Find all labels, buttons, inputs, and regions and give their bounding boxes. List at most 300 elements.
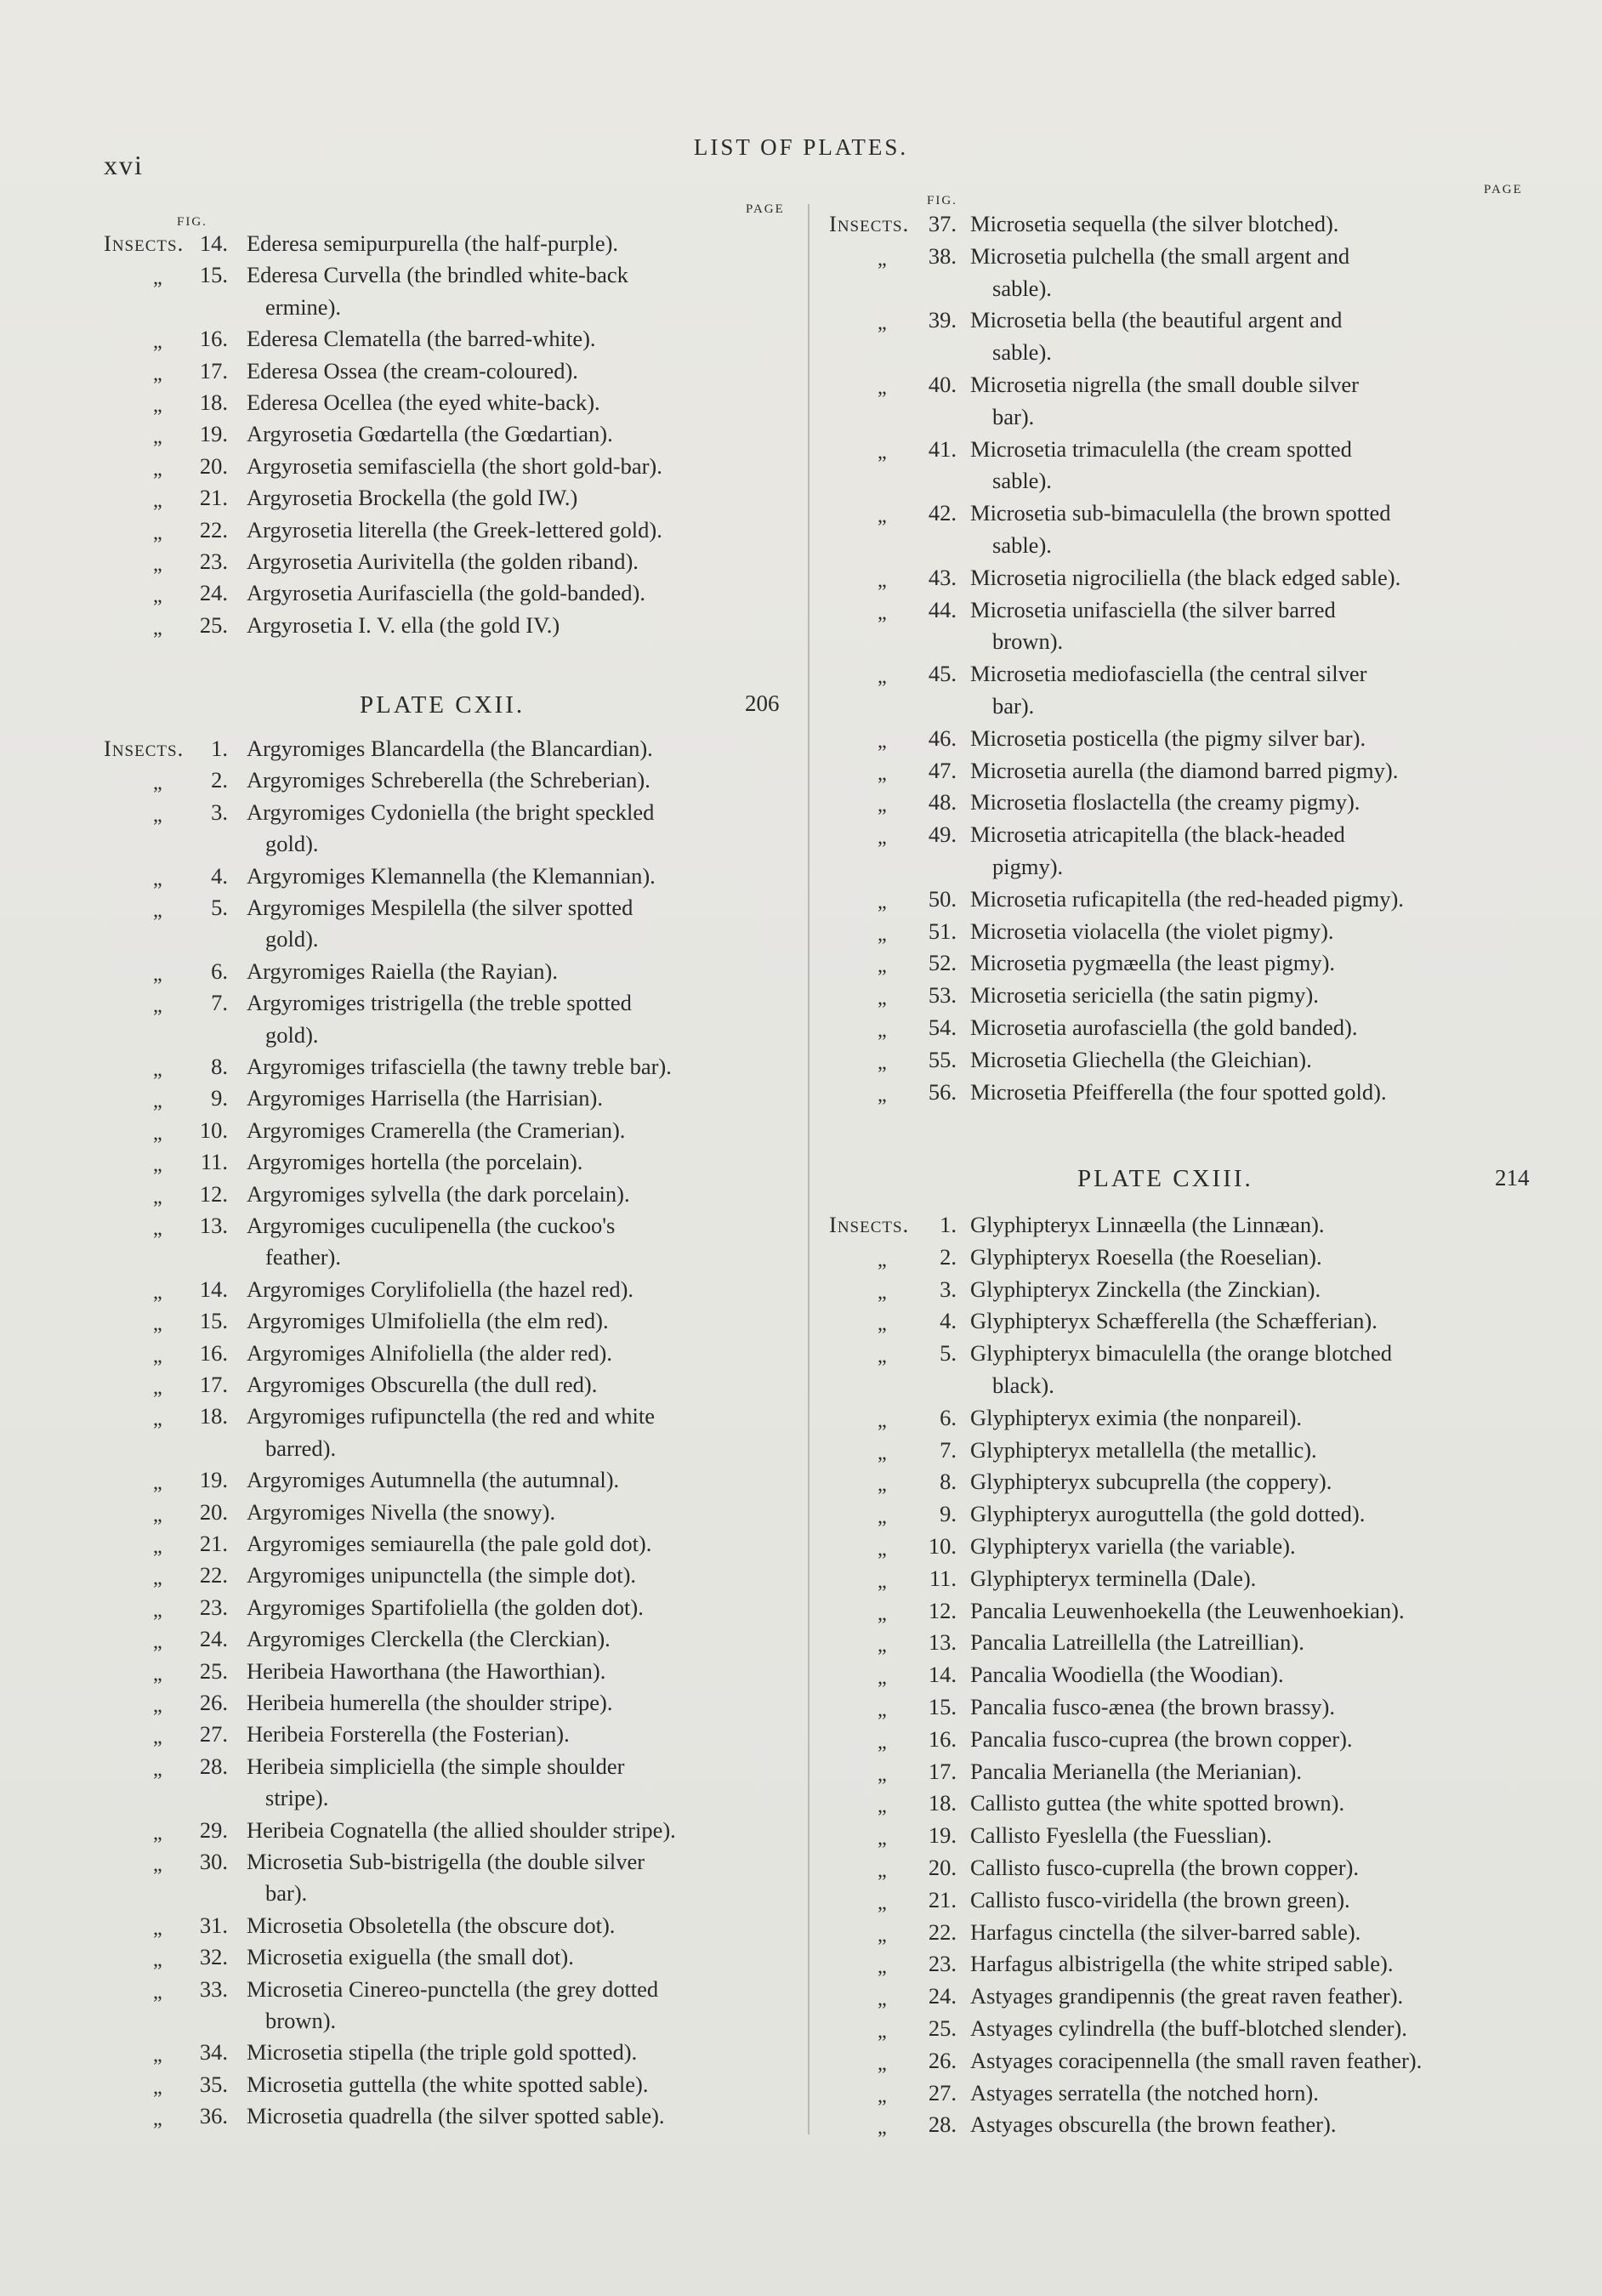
figure-number: 47. <box>928 757 957 783</box>
entry-continuation: feather). <box>265 1244 341 1270</box>
ditto-mark: „ <box>878 247 887 270</box>
ditto-mark: „ <box>153 1695 162 1717</box>
ditto-mark: „ <box>153 804 162 827</box>
ditto-mark: „ <box>878 1602 887 1625</box>
figure-number: 18. <box>928 1790 957 1816</box>
ditto-mark: „ <box>878 2084 887 2107</box>
entry-text: Callisto fusco-cuprella (the brown copper). <box>970 1855 1359 1880</box>
figure-number: 24. <box>199 580 228 606</box>
entry-text: Argyromiges Nivella (the snowy). <box>247 1498 556 1525</box>
ditto-mark: „ <box>878 1634 887 1657</box>
ditto-mark: „ <box>153 395 162 417</box>
figure-number: 35. <box>199 2071 228 2097</box>
ditto-mark: „ <box>878 377 887 399</box>
figure-number: 5. <box>940 1340 957 1367</box>
ditto-mark: „ <box>153 1821 162 1844</box>
figure-number: 7. <box>211 990 228 1016</box>
figure-number: 9. <box>211 1085 228 1111</box>
entry-text: Glyphipteryx Linnæella (the Linnæan). <box>970 1212 1325 1237</box>
entry-text: Ederesa Clematella (the barred-white). <box>247 326 596 352</box>
entry-text: Microsetia nigrella (the small double silver <box>970 372 1359 397</box>
entry-continuation: barred). <box>265 1435 337 1461</box>
ditto-mark: „ <box>878 1409 887 1432</box>
entry-text: Argyrosetia literella (the Greek-lettered gold). <box>247 516 662 543</box>
entry-text: Microsetia violacella (the violet pigmy). <box>970 918 1334 944</box>
ditto-mark: „ <box>153 1122 162 1145</box>
figure-number: 53. <box>928 982 957 1009</box>
entry-text: Glyphipteryx Zinckella (the Zinckian). <box>970 1276 1321 1302</box>
entry-text: Microsetia nigrociliella (the black edged sable). <box>970 564 1401 590</box>
ditto-mark: „ <box>153 267 162 290</box>
ditto-mark: „ <box>878 2117 887 2140</box>
figure-number: 9. <box>940 1501 957 1527</box>
entry-text: Argyrosetia Aurifasciella (the gold-banded). <box>247 580 645 606</box>
figure-number: 23. <box>928 1951 957 1977</box>
page-number: xvi <box>104 150 144 180</box>
figure-number: 22. <box>199 1562 228 1588</box>
ditto-mark: „ <box>153 1599 162 1622</box>
entry-text: Astyages coracipennella (the small raven feather). <box>970 2047 1423 2073</box>
entry-text: Microsetia Gliechella (the Gleichian). <box>970 1046 1312 1072</box>
figure-number: 37. <box>928 211 957 236</box>
ditto-mark: „ <box>153 426 162 449</box>
entry-text: Argyromiges Clerckella (the Clerckian). <box>247 1626 611 1652</box>
plate-page-number: 214 <box>1495 1165 1530 1191</box>
ditto-mark: „ <box>153 521 162 544</box>
ditto-mark: „ <box>878 1891 887 1914</box>
entry-text: Argyromiges Mespilella (the silver spotted <box>247 895 633 920</box>
entry-text: Callisto guttea (the white spotted brown). <box>970 1790 1345 1816</box>
entry-text: Pancalia Leuwenhoekella (the Leuwenhoekian). <box>970 1597 1405 1623</box>
entry-text: Argyromiges Harrisella (the Harrisian). <box>247 1085 603 1111</box>
entry-text: Argyromiges Cydoniella (the bright speckled <box>247 798 655 825</box>
figure-number: 24. <box>199 1626 228 1652</box>
ditto-mark: „ <box>153 1218 162 1240</box>
figure-number: 23. <box>199 548 228 574</box>
ditto-mark: „ <box>153 554 162 576</box>
ditto-mark: „ <box>878 666 887 689</box>
entry-text: Heribeia humerella (the shoulder stripe). <box>247 1690 613 1715</box>
ditto-mark: „ <box>153 1377 162 1399</box>
figure-number: 43. <box>928 564 957 590</box>
figure-number: 51. <box>928 918 957 944</box>
ditto-mark: „ <box>878 569 887 592</box>
figure-number: 16. <box>199 326 228 352</box>
entry-continuation: gold). <box>265 1021 319 1048</box>
figure-number: 18. <box>199 389 228 415</box>
figure-number: 13. <box>928 1629 957 1656</box>
ditto-mark: „ <box>153 1185 162 1208</box>
entry-text: Microsetia Sub-bistrigella (the double silver <box>247 1849 645 1874</box>
figure-number: 1. <box>940 1212 957 1237</box>
ditto-mark: „ <box>878 1020 887 1042</box>
entry-text: Heribeia Haworthana (the Haworthian). <box>247 1657 606 1684</box>
figure-number: 31. <box>199 1912 228 1938</box>
figure-number: 30. <box>199 1849 228 1874</box>
entry-continuation: gold). <box>265 831 319 857</box>
ditto-mark: „ <box>878 312 887 335</box>
ditto-mark: „ <box>878 987 887 1010</box>
entry-text: Microsetia Pfeifferella (the four spotted gold). <box>970 1078 1387 1105</box>
figure-number: 41. <box>928 435 957 462</box>
figure-number: 10. <box>928 1533 957 1559</box>
ditto-mark: „ <box>878 1956 887 1979</box>
entry-text: Ederesa semipurpurella (the half-purple). <box>247 230 619 256</box>
entry-text: Argyromiges unipunctella (the simple dot). <box>247 1562 637 1588</box>
figure-number: 6. <box>940 1404 957 1430</box>
entry-text: Glyphipteryx Schæfferella (the Schæfferian). <box>970 1308 1378 1334</box>
entry-text: Argyromiges sylvella (the dark porcelain). <box>247 1180 630 1207</box>
figure-number: 14. <box>928 1662 957 1688</box>
entry-text: Pancalia Latreillella (the Latreillian). <box>970 1629 1304 1656</box>
figure-number: 40. <box>928 372 957 397</box>
figure-number: 36. <box>199 2103 228 2129</box>
figure-number: 28. <box>928 2111 957 2138</box>
entry-text: Argyromiges semiaurella (the pale gold dot). <box>247 1531 652 1556</box>
figure-number: 50. <box>928 885 957 912</box>
entry-text: Microsetia atricapitella (the black-headed <box>970 821 1345 848</box>
plate-page-number: 206 <box>745 691 780 716</box>
ditto-mark: „ <box>878 1051 887 1074</box>
ditto-mark: „ <box>153 1344 162 1367</box>
figure-number: 20. <box>199 1498 228 1525</box>
column-divider <box>808 204 810 2134</box>
ditto-mark: „ <box>878 794 887 817</box>
entry-text: Glyphipteryx variella (the variable). <box>970 1533 1296 1559</box>
figure-number: 52. <box>928 950 957 976</box>
entry-text: Ederesa Curvella (the brindled white-back <box>247 262 628 288</box>
entry-text: Microsetia Cinereo-punctella (the grey dotted <box>247 1975 659 2002</box>
figure-number: 23. <box>199 1594 228 1620</box>
entry-text: Callisto Fyeslella (the Fuesslian). <box>970 1822 1272 1849</box>
ditto-mark: „ <box>153 1154 162 1177</box>
figure-number: 21. <box>199 1531 228 1556</box>
ditto-mark: „ <box>153 867 162 890</box>
entry-text: Argyrosetia Gœdartella (the Gœdartian). <box>247 421 613 447</box>
ditto-mark: „ <box>878 1570 887 1593</box>
figure-number: 27. <box>199 1721 228 1748</box>
ditto-mark: „ <box>878 2052 887 2075</box>
figure-number: 42. <box>928 500 957 526</box>
ditto-mark: „ <box>153 1408 162 1431</box>
figure-number: 12. <box>928 1597 957 1623</box>
figure-number: 48. <box>928 789 957 816</box>
entry-text: Microsetia aurofasciella (the gold banded). <box>970 1014 1358 1040</box>
figure-number: 12. <box>199 1180 228 1207</box>
ditto-mark: „ <box>153 1059 162 1081</box>
ditto-mark: „ <box>153 1726 162 1749</box>
entry-continuation: stripe). <box>265 1785 329 1811</box>
ditto-mark: „ <box>153 1662 162 1685</box>
entry-text: Glyphipteryx auroguttella (the gold dotted). <box>970 1501 1366 1527</box>
entry-text: Microsetia sub-bimaculella (the brown spotted <box>970 500 1391 526</box>
entry-continuation: sable). <box>992 468 1052 494</box>
entry-text: Glyphipteryx terminella (Dale). <box>970 1565 1257 1591</box>
entry-text: Heribeia Forsterella (the Fosterian). <box>247 1721 570 1748</box>
entry-continuation: black). <box>992 1372 1054 1398</box>
entry-text: Microsetia floslactella (the creamy pigmy). <box>970 789 1361 816</box>
figure-number: 1. <box>211 736 228 761</box>
entry-text: Argyromiges Corylifoliella (the hazel red). <box>247 1276 634 1302</box>
entry-text: Microsetia unifasciella (the silver barred <box>970 596 1336 622</box>
page-label: PAGE <box>746 202 785 216</box>
ditto-mark: „ <box>153 1090 162 1113</box>
entry-text: Microsetia pygmæella (the least pigmy). <box>970 950 1336 976</box>
figure-number: 39. <box>928 307 957 333</box>
ditto-mark: „ <box>878 1083 887 1106</box>
entry-text: Astyages serratella (the notched horn). <box>970 2079 1319 2106</box>
ditto-mark: „ <box>878 2020 887 2043</box>
figure-number: 7. <box>940 1436 957 1463</box>
figure-number: 3. <box>211 798 228 825</box>
entry-text: Argyromiges cuculipenella (the cuckoo's <box>247 1213 616 1238</box>
ditto-mark: „ <box>153 1503 162 1526</box>
ditto-mark: „ <box>153 1313 162 1336</box>
entry-continuation: pigmy). <box>992 853 1064 879</box>
entry-text: Argyromiges tristrigella (the treble spotted <box>247 990 632 1016</box>
ditto-mark: „ <box>878 1988 887 2011</box>
ditto-mark: „ <box>878 1924 887 1946</box>
figure-number: 29. <box>199 1816 228 1843</box>
entry-text: Glyphipteryx eximia (the nonpareil). <box>970 1404 1303 1430</box>
entry-text: Microsetia posticella (the pigmy silver bar). <box>970 725 1366 751</box>
figure-number: 38. <box>928 242 957 269</box>
ditto-mark: „ <box>153 772 162 795</box>
entry-text: Glyphipteryx bimaculella (the orange blotched <box>970 1340 1392 1367</box>
ditto-mark: „ <box>878 1827 887 1850</box>
entry-text: Microsetia guttella (the white spotted sable). <box>247 2071 649 2097</box>
ditto-mark: „ <box>153 1567 162 1590</box>
figure-number: 20. <box>199 452 228 479</box>
entry-text: Argyromiges Alnifoliella (the alder red). <box>247 1339 613 1366</box>
figure-number: 4. <box>940 1308 957 1334</box>
ditto-mark: „ <box>153 2044 162 2067</box>
ditto-mark: „ <box>878 1667 887 1690</box>
ditto-mark: „ <box>153 1631 162 1654</box>
figure-number: 2. <box>940 1243 957 1270</box>
ditto-mark: „ <box>878 601 887 624</box>
ditto-mark: „ <box>878 890 887 913</box>
figure-number: 49. <box>928 821 957 848</box>
ditto-mark: „ <box>153 2076 162 2099</box>
entry-continuation: bar). <box>992 692 1035 719</box>
entry-text: Argyromiges hortella (the porcelain). <box>247 1149 583 1175</box>
entry-text: Argyromiges Klemannella (the Klemannian). <box>247 862 656 889</box>
entry-text: Argyromiges Spartifoliella (the golden dot). <box>247 1594 644 1620</box>
figure-number: 15. <box>928 1694 957 1719</box>
figure-number: 17. <box>928 1758 957 1784</box>
figure-number: 54. <box>928 1014 957 1040</box>
entry-text: Heribeia Cognatella (the allied shoulder stripe). <box>247 1816 676 1843</box>
ditto-mark: „ <box>878 505 887 528</box>
figure-number: 22. <box>199 516 228 543</box>
ditto-mark: „ <box>153 2108 162 2131</box>
entry-text: Pancalia Woodiella (the Woodian). <box>970 1662 1284 1688</box>
figure-number: 17. <box>199 357 228 384</box>
entry-text: Ederesa Ossea (the cream-coloured). <box>247 357 578 384</box>
entry-continuation: bar). <box>265 1880 308 1907</box>
entry-text: Argyromiges Obscurella (the dull red). <box>247 1372 598 1397</box>
entry-text: Glyphipteryx metallella (the metallic). <box>970 1436 1317 1463</box>
entry-text: Argyromiges Autumnella (the autumnal). <box>247 1467 620 1493</box>
figure-number: 17. <box>199 1372 228 1397</box>
figure-number: 24. <box>928 1983 957 2009</box>
figure-number: 33. <box>199 1975 228 2002</box>
figure-number: 16. <box>928 1725 957 1752</box>
ditto-mark: „ <box>878 1860 887 1882</box>
ditto-mark: „ <box>153 1917 162 1940</box>
ditto-mark: „ <box>153 1536 162 1558</box>
figure-number: 44. <box>928 596 957 622</box>
entry-continuation: sable). <box>992 531 1052 558</box>
section-label: Insects. <box>104 736 185 761</box>
ditto-mark: „ <box>878 1795 887 1818</box>
ditto-mark: „ <box>153 900 162 922</box>
ditto-mark: „ <box>878 1474 887 1497</box>
ditto-mark: „ <box>878 1248 887 1271</box>
figure-number: 32. <box>199 1944 228 1970</box>
figure-number: 14. <box>199 230 228 256</box>
entry-text: Ederesa Ocellea (the eyed white-back). <box>247 389 600 415</box>
running-title: LIST OF PLATES. <box>693 134 909 160</box>
figure-number: 26. <box>928 2047 957 2073</box>
ditto-mark: „ <box>878 762 887 785</box>
figure-number: 55. <box>928 1046 957 1072</box>
figure-number: 6. <box>211 958 228 984</box>
entry-text: Microsetia ruficapitella (the red-headed pigmy). <box>970 885 1404 912</box>
entry-text: Microsetia aurella (the diamond barred pigmy). <box>970 757 1399 783</box>
ditto-mark: „ <box>153 1981 162 2003</box>
ditto-mark: „ <box>153 1281 162 1304</box>
ditto-mark: „ <box>878 1281 887 1304</box>
ditto-mark: „ <box>878 923 887 946</box>
entry-text: Astyages obscurella (the brown feather). <box>970 2111 1337 2138</box>
ditto-mark: „ <box>153 457 162 480</box>
figure-number: 25. <box>199 1657 228 1684</box>
ditto-mark: „ <box>153 331 162 354</box>
figure-number: 15. <box>199 1308 228 1334</box>
entry-text: Argyromiges Schreberella (the Schreberian). <box>247 767 650 793</box>
figure-number: 28. <box>199 1753 228 1779</box>
ditto-mark: „ <box>153 1949 162 1972</box>
figure-number: 56. <box>928 1078 957 1105</box>
ditto-mark: „ <box>153 490 162 513</box>
entry-text: Microsetia mediofasciella (the central silver <box>970 661 1367 687</box>
entry-text: Microsetia pulchella (the small argent and <box>970 242 1350 269</box>
ditto-mark: „ <box>878 1441 887 1464</box>
entry-text: Glyphipteryx Roesella (the Roeselian). <box>970 1243 1322 1270</box>
figure-number: 11. <box>200 1149 228 1175</box>
figure-number: 14. <box>199 1276 228 1302</box>
ditto-mark: „ <box>878 440 887 463</box>
ditto-mark: „ <box>153 617 162 639</box>
entry-text: Argyromiges trifasciella (the tawny treble bar). <box>247 1054 672 1079</box>
ditto-mark: „ <box>878 1538 887 1560</box>
entry-text: Microsetia Obsoletella (the obscure dot). <box>247 1912 616 1938</box>
entry-continuation: sable). <box>992 339 1052 366</box>
entry-text: Microsetia trimaculella (the cream spotted <box>970 435 1352 462</box>
entry-text: Microsetia quadrella (the silver spotted sable). <box>247 2103 665 2129</box>
figure-number: 45. <box>928 661 957 687</box>
plate-title: PLATE CXII. <box>360 691 525 719</box>
figure-number: 16. <box>199 1339 228 1366</box>
plate-title: PLATE CXIII. <box>1077 1165 1253 1192</box>
figure-number: 25. <box>928 2015 957 2041</box>
figure-number: 19. <box>199 421 228 447</box>
page-label: PAGE <box>1484 183 1523 196</box>
figure-number: 22. <box>928 1918 957 1945</box>
entry-text: Microsetia sericiella (the satin pigmy). <box>970 982 1319 1009</box>
figure-number: 2. <box>211 767 228 793</box>
entry-continuation: bar). <box>992 403 1035 429</box>
section-label: Insects. <box>829 211 910 236</box>
entry-text: Pancalia fusco-ænea (the brown brassy). <box>970 1694 1336 1719</box>
figure-number: 25. <box>199 611 228 638</box>
entry-text: Microsetia bella (the beautiful argent and <box>970 307 1343 333</box>
figure-number: 21. <box>928 1886 957 1912</box>
entry-continuation: gold). <box>265 926 319 952</box>
figure-number: 5. <box>211 895 228 920</box>
ditto-mark: „ <box>153 1758 162 1781</box>
ditto-mark: „ <box>878 1345 887 1368</box>
figure-number: 27. <box>928 2079 957 2106</box>
figure-number: 19. <box>199 1467 228 1493</box>
figure-number: 20. <box>928 1855 957 1880</box>
entry-text: Argyromiges Cramerella (the Cramerian). <box>247 1117 626 1143</box>
ditto-mark: „ <box>153 995 162 1018</box>
entry-continuation: brown). <box>992 628 1064 655</box>
ditto-mark: „ <box>878 955 887 978</box>
figure-number: 15. <box>199 262 228 288</box>
entry-text: Argyrosetia I. V. ella (the gold IV.) <box>247 611 560 638</box>
figure-number: 11. <box>929 1565 957 1591</box>
figure-number: 18. <box>199 1403 228 1429</box>
entry-text: Argyromiges Raiella (the Rayian). <box>247 958 558 984</box>
ditto-mark: „ <box>878 827 887 850</box>
figure-number: 3. <box>940 1276 957 1302</box>
ditto-mark: „ <box>878 1506 887 1529</box>
entry-text: Callisto fusco-viridella (the brown green). <box>970 1886 1350 1912</box>
entry-text: Heribeia simpliciella (the simple shoulder <box>247 1753 625 1779</box>
entry-text: Astyages grandipennis (the great raven feather). <box>970 1983 1404 2009</box>
entry-text: Harfagus cinctella (the silver-barred sable). <box>970 1918 1361 1945</box>
figure-number: 21. <box>199 485 228 511</box>
ditto-mark: „ <box>878 1731 887 1753</box>
figure-number: 26. <box>199 1690 228 1715</box>
entry-text: Astyages cylindrella (the buff-blotched slender). <box>970 2015 1407 2041</box>
section-label: Insects. <box>104 230 185 256</box>
ditto-mark: „ <box>878 730 887 753</box>
entry-continuation: sable). <box>992 275 1052 301</box>
ditto-mark: „ <box>153 362 162 385</box>
entry-text: Microsetia exiguella (the small dot). <box>247 1944 574 1970</box>
figure-number: 4. <box>211 862 228 889</box>
ditto-mark: „ <box>878 1763 887 1786</box>
entry-text: Harfagus albistrigella (the white striped sable). <box>970 1951 1394 1977</box>
entry-text: Argyromiges Ulmifoliella (the elm red). <box>247 1308 609 1334</box>
figure-number: 46. <box>928 725 957 751</box>
ditto-mark: „ <box>878 1313 887 1336</box>
figure-number: 8. <box>940 1469 957 1495</box>
entry-continuation: brown). <box>265 2007 337 2033</box>
ditto-mark: „ <box>878 1699 887 1721</box>
figure-number: 8. <box>211 1054 228 1079</box>
entry-text: Pancalia fusco-cuprea (the brown copper). <box>970 1725 1353 1752</box>
entry-text: Argyrosetia Brockella (the gold IW.) <box>247 485 578 511</box>
entry-text: Glyphipteryx subcuprella (the coppery). <box>970 1469 1332 1495</box>
ditto-mark: „ <box>153 963 162 986</box>
entry-text: Argyromiges Blancardella (the Blancardian). <box>247 736 653 761</box>
